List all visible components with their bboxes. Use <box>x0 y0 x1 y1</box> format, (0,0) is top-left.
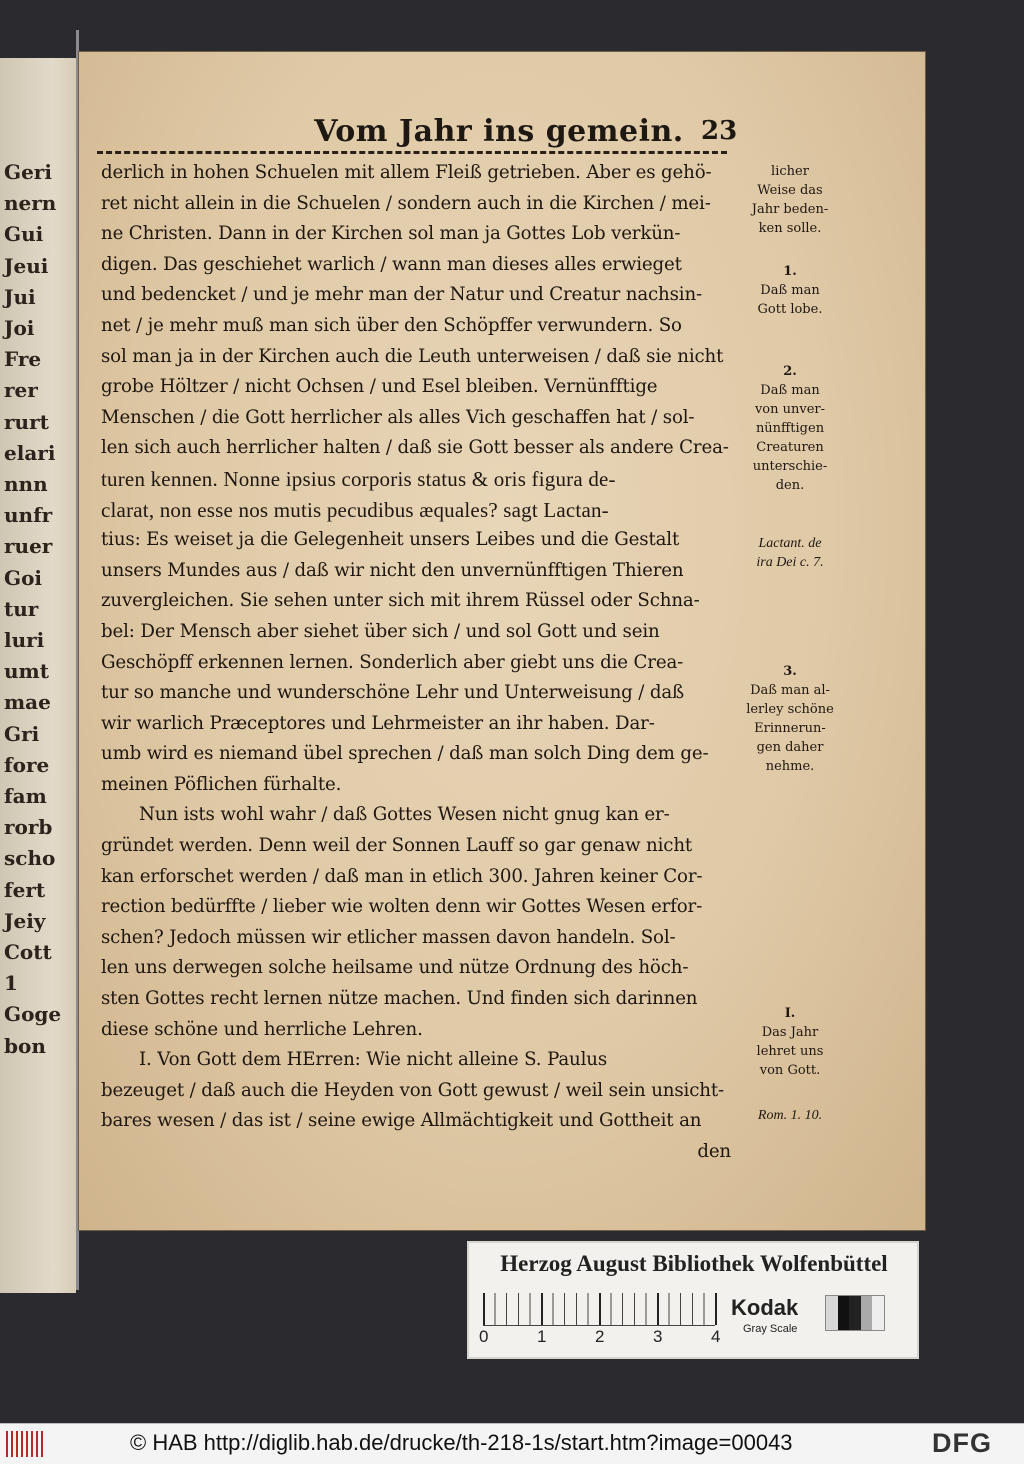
text-line: meinen Pöflichen fürhalte. <box>101 773 342 795</box>
text-line: umb wird es niemand übel sprechen / daß man solch Ding dem ge- <box>101 743 709 765</box>
text-line: Menschen / die Gott herrlicher als alles Vich geschaffen hat / sol- <box>101 406 695 428</box>
prev-page-fragment: Goi <box>4 565 43 590</box>
margin-note-number: I. <box>784 1006 796 1021</box>
book-page <box>79 52 925 1230</box>
prev-page-fragment: rurt <box>4 409 49 434</box>
text-line: grobe Höltzer / nicht Ochsen / und Esel bleiben. Vernünfftige <box>101 376 658 398</box>
dfg-logo: DFG <box>932 1428 992 1458</box>
page-number: 23 <box>701 116 738 146</box>
text-line: diese schöne und herrliche Lehren. <box>101 1018 423 1040</box>
text-line: bares wesen / das ist / seine ewige Allmächtigkeit und Gottheit an <box>101 1110 702 1132</box>
text-line: len uns derwegen solche heilsame und nütze Ordnung des höch- <box>101 957 689 979</box>
gray-swatch <box>826 1296 838 1330</box>
prev-page-fragment: umt <box>4 659 49 684</box>
text-line: clarat, non esse nos mutis pecudibus æquales? sagt Lactan- <box>101 497 609 522</box>
gray-swatch <box>838 1296 850 1330</box>
margin-note-text: Das Jahr lehret uns von Gott. <box>756 1025 824 1078</box>
prev-page-fragment: scho <box>4 846 56 871</box>
prev-page-fragment: 1 <box>4 971 18 996</box>
text-line: bezeuget / daß auch die Heyden von Gott gewust / weil sein unsicht- <box>101 1079 724 1101</box>
prev-page-fragment: Fre <box>4 347 42 372</box>
margin-note <box>735 362 845 495</box>
prev-page-fragment: Geri <box>4 160 52 184</box>
ruler-major-tick <box>483 1293 485 1325</box>
text-line: unsers Mundes aus / daß wir nicht den unvernünfftigen Thieren <box>101 559 684 581</box>
prev-page-fragment: fert <box>4 877 46 902</box>
footer-source-link[interactable]: © HAB http://diglib.hab.de/drucke/th-218-1s/start.htm?image=00043 <box>130 1430 793 1455</box>
text-line: Geschöpff erkennen lernen. Sonderlich aber giebt uns die Crea- <box>101 651 684 673</box>
text-line: den <box>697 1141 731 1162</box>
margin-note-number: 3. <box>783 664 797 679</box>
footer-bar <box>0 1423 1024 1464</box>
text-line: wir warlich Præceptores und Lehrmeister an ihr haben. Dar- <box>101 712 655 734</box>
prev-page-fragment: Gri <box>4 721 40 746</box>
text-line: tius: Es weiset ja die Gelegenheit unsers Leibes und die Gestalt <box>101 529 680 551</box>
margin-note-text: Lactant. de ira Dei c. 7. <box>756 536 824 570</box>
scale-ruler <box>483 1293 715 1326</box>
text-line: net / je mehr muß man sich über den Schöpffer verwundern. So <box>101 314 682 336</box>
hab-logo-icon <box>6 1431 46 1457</box>
ruler-major-tick <box>715 1293 717 1325</box>
ruler-major-tick <box>541 1293 543 1325</box>
prev-page-fragment: Goge <box>4 1002 62 1027</box>
gray-swatch <box>849 1296 861 1330</box>
previous-page-edge <box>0 58 76 1293</box>
margin-reference <box>735 1106 845 1125</box>
margin-note <box>735 1004 845 1080</box>
running-header: Vom Jahr ins gemein. <box>314 114 684 149</box>
prev-page-fragment: fam <box>4 784 47 808</box>
prev-page-fragment: bon <box>4 1033 46 1058</box>
text-line: ret nicht allein in die Schuelen / sondern auch in die Kirchen / mei- <box>101 192 711 214</box>
prev-page-fragment: Jui <box>4 284 36 309</box>
prev-page-fragment: Jeiy <box>4 908 46 933</box>
library-label <box>467 1241 919 1359</box>
ruler-number: 4 <box>711 1327 721 1346</box>
margin-note-text: Daß man Gott lobe. <box>757 283 823 317</box>
margin-note <box>735 262 845 319</box>
text-line: kan erforschet werden / daß man in etlich 300. Jahren keiner Cor- <box>101 865 703 887</box>
gray-swatch <box>861 1296 873 1330</box>
text-line: Nun ists wohl wahr / daß Gottes Wesen nicht gnug kan er- <box>139 804 670 826</box>
ruler-number: 3 <box>653 1327 663 1346</box>
gray-scale-swatches <box>825 1295 885 1331</box>
text-line: und bedencket / und je mehr man der Natur und Creatur nachsin- <box>101 284 703 306</box>
prev-page-fragment: nern <box>4 191 57 216</box>
text-line: derlich in hohen Schuelen mit allem Fleiß getrieben. Aber es gehö- <box>101 162 712 183</box>
text-line: turen kennen. Nonne ipsius corporis status & oris figura de- <box>101 466 616 491</box>
text-line: len sich auch herrlicher halten / daß sie Gott besser als andere Crea- <box>101 437 729 459</box>
margin-note <box>735 162 845 238</box>
body-text <box>101 158 731 1168</box>
margin-note <box>735 662 845 776</box>
text-line: sol man ja in der Kirchen auch die Leuth unterweisen / daß sie nicht <box>101 345 724 367</box>
ruler-major-tick <box>599 1293 601 1325</box>
prev-page-fragment: rorb <box>4 815 53 840</box>
margin-note-text: Daß man al- lerley schöne Erinnerun- gen daher nehme. <box>746 683 834 774</box>
prev-page-fragment: Cott <box>4 940 52 964</box>
ruler-number: 1 <box>537 1327 547 1346</box>
text-line: I. Von Gott dem HErren: Wie nicht alleine S. Paulus <box>139 1049 608 1071</box>
prev-page-fragment: Jeui <box>4 253 49 278</box>
gray-scale-caption: Gray Scale <box>743 1323 798 1335</box>
library-label-title: Herzog August Bibliothek Wolfenbüttel <box>500 1251 888 1276</box>
header-rule <box>97 151 727 154</box>
prev-page-fragment: fore <box>4 752 50 777</box>
prev-page-fragment: Gui <box>4 222 44 247</box>
margin-note-number: 1. <box>783 264 797 279</box>
kodak-brand: Kodak <box>731 1295 799 1320</box>
ruler-number: 2 <box>595 1327 605 1346</box>
prev-page-fragment: rer <box>4 378 38 403</box>
prev-page-fragment: unfr <box>4 503 53 528</box>
gray-swatch <box>872 1296 884 1330</box>
prev-page-fragment: ruer <box>4 534 53 559</box>
margin-reference <box>735 534 845 572</box>
margin-note-number: 2. <box>783 364 797 379</box>
text-line: schen? Jedoch müssen wir etlicher massen davon handeln. Sol- <box>101 926 676 948</box>
margin-note-text: Daß man von unver- nünfftigen Creaturen unterschie- den. <box>752 383 828 493</box>
text-line: tur so manche und wunderschöne Lehr und Unterweisung / daß <box>101 682 685 704</box>
text-line: rection bedürffte / lieber wie wolten denn wir Gottes Wesen erfor- <box>101 896 703 918</box>
prev-page-fragment: mae <box>4 690 51 715</box>
prev-page-fragment: nnn <box>4 472 48 496</box>
margin-note-text: licher Weise das Jahr beden- ken solle. <box>751 164 829 236</box>
margin-note-text: Rom. 1. 10. <box>757 1108 823 1123</box>
text-line: gründet werden. Denn weil der Sonnen Lauff so gar genaw nicht <box>101 835 693 857</box>
prev-page-fragment: Joi <box>4 316 35 340</box>
ruler-number: 0 <box>479 1327 489 1346</box>
text-line: sten Gottes recht lernen nütze machen. Und finden sich darinnen <box>101 988 698 1010</box>
ruler-major-tick <box>657 1293 659 1325</box>
text-line: bel: Der Mensch aber siehet über sich / und sol Gott und sein <box>101 620 660 642</box>
prev-page-fragment: luri <box>4 628 45 652</box>
text-line: ne Christen. Dann in der Kirchen sol man ja Gottes Lob verkün- <box>101 223 681 245</box>
prev-page-fragment: tur <box>4 596 39 621</box>
text-line: zuvergleichen. Sie sehen unter sich mit ihrem Rüssel oder Schna- <box>101 590 700 612</box>
text-line: digen. Das geschiehet warlich / wann man dieses alles erwieget <box>101 253 682 275</box>
prev-page-fragment: elari <box>4 440 56 465</box>
